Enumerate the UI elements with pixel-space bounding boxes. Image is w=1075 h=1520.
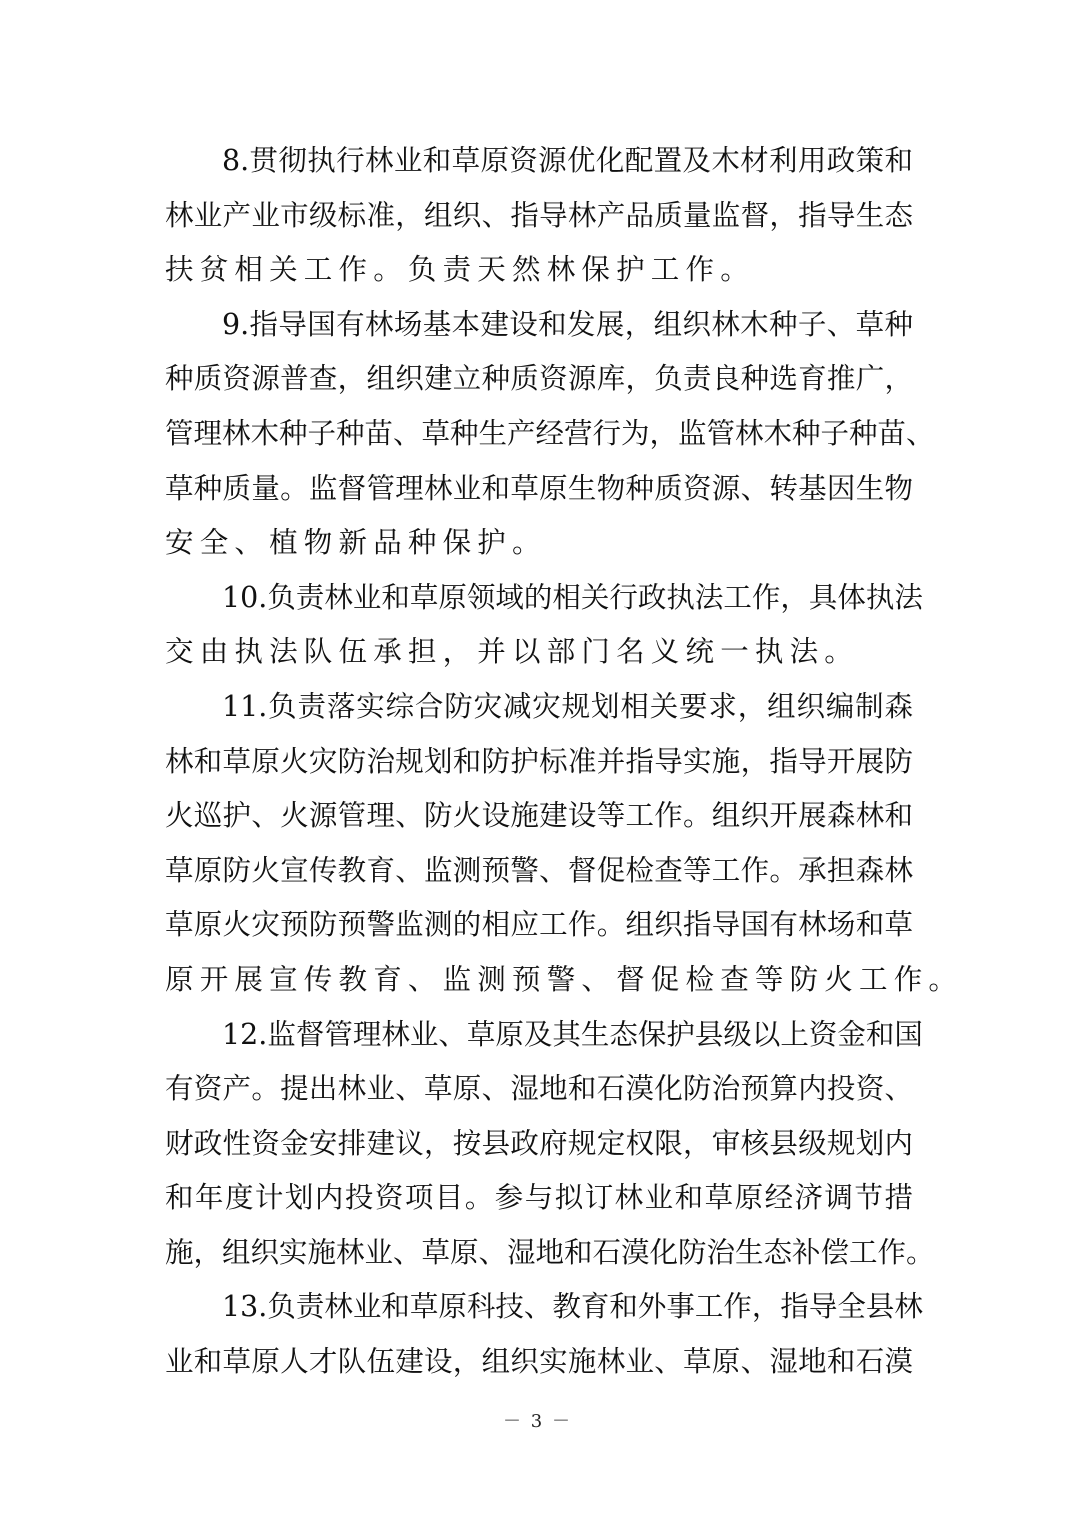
paragraph-11-line-5: 草原火灾预防预警监测的相应工作。组织指导国有林场和草	[165, 908, 913, 942]
paragraph-13-line-1: 13.负责林业和草原科技、教育和外事工作，指导全县林	[222, 1290, 923, 1324]
paragraph-11-line-3: 火巡护、火源管理、防火设施建设等工作。组织开展森林和	[165, 799, 913, 833]
paragraph-12-line-3: 财政性资金安排建议，按县政府规定权限，审核县级规划内	[165, 1126, 913, 1160]
paragraph-12-line-4: 和年度计划内投资项目。参与拟订林业和草原经济调节措	[165, 1181, 913, 1215]
paragraph-12-line-2: 有资产。提出林业、草原、湿地和石漠化防治预算内投资、	[165, 1072, 913, 1106]
paragraph-12-line-5: 施，组织实施林业、草原、湿地和石漠化防治生态补偿工作。	[165, 1235, 935, 1269]
paragraph-9-line-3: 管理林木种子种苗、草种生产经营行为，监管林木种子种苗、	[165, 416, 935, 450]
page-number: － 3 －	[503, 1411, 572, 1432]
paragraph-9-line-4: 草种质量。监督管理林业和草原生物种质资源、转基因生物	[165, 471, 913, 505]
paragraph-10-line-1: 10.负责林业和草原领域的相关行政执法工作，具体执法	[222, 580, 923, 614]
paragraph-11-line-6: 原开展宣传教育、监测预警、督促检查等防火工作。	[165, 962, 964, 996]
paragraph-11-line-4: 草原防火宣传教育、监测预警、督促检查等工作。承担森林	[165, 853, 913, 887]
paragraph-11-line-2: 林和草原火灾防治规划和防护标准并指导实施，指导开展防	[165, 744, 913, 778]
paragraph-8-line-2: 林业产业市级标准，组织、指导林产品质量监督，指导生态	[165, 198, 913, 232]
paragraph-9-line-1: 9.指导国有林场基本建设和发展，组织林木种子、草种	[222, 307, 913, 341]
paragraph-13-line-2: 业和草原人才队伍建设，组织实施林业、草原、湿地和石漠	[165, 1345, 913, 1379]
document-body	[165, 134, 964, 1390]
paragraph-9-line-5: 安全、植物新品种保护。	[165, 526, 547, 560]
paragraph-10-line-2: 交由执法队伍承担，并以部门名义统一执法。	[165, 635, 860, 669]
paragraph-11-line-1: 11.负责落实综合防灾减灾规划相关要求，组织编制森	[222, 689, 913, 723]
paragraph-8-line-1: 8.贯彻执行林业和草原资源优化配置及木材利用政策和	[222, 144, 913, 177]
paragraph-9-line-2: 种质资源普查，组织建立种质资源库，负责良种选育推广，	[165, 362, 913, 396]
paragraph-8-line-3: 扶贫相关工作。负责天然林保护工作。	[165, 253, 755, 287]
paragraph-12-line-1: 12.监督管理林业、草原及其生态保护县级以上资金和国	[222, 1017, 923, 1051]
